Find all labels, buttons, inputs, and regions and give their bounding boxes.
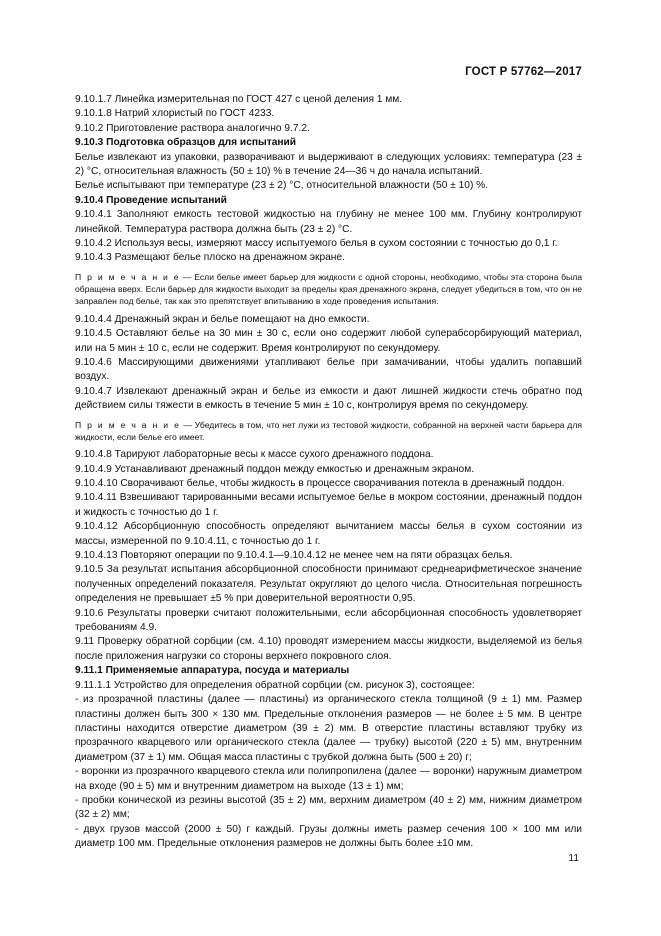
body-paragraph: 9.10.6 Результаты проверки считают положительными, если абсорбционная способность удовлетворяет требованиям 4.9.	[75, 607, 582, 634]
body-paragraph: 9.10.4.2 Используя весы, измеряют массу испытуемого белья в сухом состоянии с точностью до 0,1 г.	[75, 238, 558, 250]
body-paragraph: Белье испытывают при температуре (23 ± 2) °С, относительной влажности (50 ± 10) %.	[75, 180, 489, 192]
body-paragraph: 9.10.4.6 Массирующими движениями утапливают белье при замачивании, чтобы удалить попавший воздух.	[75, 356, 582, 383]
section-heading: 9.11.1 Применяемые аппаратура, посуда и материалы	[75, 665, 350, 677]
body-paragraph: 9.10.5 За результат испытания абсорбционной способности принимают среднеарифметическое значение полученных определений показателя. Результат округляют до целого числа. Относительная погрешность определения не превышает ±5 % при доверительной вероятности 0,95.	[75, 564, 582, 605]
body-paragraph: 9.10.4.10 Сворачивают белье, чтобы жидкость в процессе сворачивания потекла в дренажный поддон.	[75, 478, 565, 490]
body-paragraph: 9.10.4.4 Дренажный экран и белье помещают на дно емкости.	[75, 313, 370, 325]
page-number: 11	[568, 853, 579, 864]
body-paragraph: 9.10.1.8 Натрий хлористый по ГОСТ 4233.	[75, 108, 275, 120]
body-paragraph: 9.11 Проверку обратной сорбции (см. 4.10) проводят измерением массы жидкости, выделяемой из белья после приложения нагрузки со стороны верхнего покровного слоя.	[75, 636, 582, 662]
body-paragraph: 9.10.4.11 Взвешивают тарированными весами испытуемое белье в мокром состоянии, дренажный поддон и жидкость с точностью до 1 г.	[75, 492, 582, 518]
body-paragraph: 9.10.2 Приготовление раствора аналогично 9.7.2.	[75, 122, 310, 134]
section-heading: 9.10.3 Подготовка образцов для испытаний	[75, 137, 297, 149]
note-label: П р и м е ч а н и е	[75, 271, 181, 282]
running-header: ГОСТ Р 57762—2017	[465, 66, 582, 78]
body-paragraph: - из прозрачной пластины (далее — пластины) из органического стекла толщиной (9 ± 1) мм. Размер пластины должен быть 300 × 130 мм. Предельные отклонения размеров — не более ± 5 мм. В центре пластины находится отверстие диаметром (39 ± 2) мм. В отверстие пластины вставляют трубку из прозрачного кварцевого или органического стекла (далее — трубку) высотой (220 ± 5) мм, внутренним диаметром (37 ± 1) мм. Общая масса пластины с трубкой должна быть (500 ± 20) г;	[75, 694, 582, 763]
body-paragraph: 9.10.4.8 Тарируют лабораторные весы к массе сухого дренажного поддона.	[75, 449, 434, 461]
note-text: — Убедитесь в том, что нет лужи из тестовой жидкости, собранной на верхней части барьера для жидкости, если белье его имеет.	[75, 419, 582, 442]
body-paragraph: 9.10.4.12 Абсорбционную способность определяют вычитанием массы белья в сухом состоянии из массы, измеренной по 9.10.4.11, с точностью до 1 г.	[75, 521, 582, 547]
note-text: — Если белье имеет барьер для жидкости с одной стороны, необходимо, чтобы эта сторона была обращена вверх. Если барьер для жидкости выходит за пределы края дренажного экрана, следует убедиться в том, что он не заправлен под белье, так как это препятствует впитыванию в ходе проведения испытания.	[75, 271, 582, 307]
body-paragraph: 9.10.4.7 Извлекают дренажный экран и белье из емкости и дают лишней жидкости стечь обратно под действием силы тяжести в емкость в течение 5 мин ± 10 с, контролируя время по секундомеру.	[75, 385, 582, 412]
body-paragraph: 9.10.4.3 Размещают белье плоско на дренажном экране.	[75, 252, 345, 264]
body-paragraph: 9.10.4.13 Повторяют операции по 9.10.4.1—9.10.4.12 не менее чем на пяти образцах белья.	[75, 550, 513, 562]
note-paragraph	[75, 271, 582, 308]
body-paragraph: 9.11.1.1 Устройство для определения обратной сорбции (см. рисунок 3), состоящее:	[75, 679, 475, 691]
document-body	[75, 93, 582, 852]
body-paragraph: 9.10.4.5 Оставляют белье на 30 мин ± 30 с, если оно содержит любой суперабсорбирующий материал, или на 5 мин ± 10 с, если не содержит. Время контролируют по секундомеру.	[75, 328, 582, 354]
body-paragraph: 9.10.4.9 Устанавливают дренажный поддон между емкостью и дренажным экраном.	[75, 463, 475, 475]
body-paragraph: Белье извлекают из упаковки, разворачивают и выдерживают в следующих условиях: температура (23 ± 2) °С, относительная влажность (50 ± 10) % в течение 24—36 ч до начала испытаний.	[75, 151, 582, 178]
body-paragraph: - пробки конической из резины высотой (35 ± 2) мм, верхним диаметром (40 ± 2) мм, нижним диаметром (32 ± 2) мм;	[75, 794, 582, 821]
body-paragraph: 9.10.1.7 Линейка измерительная по ГОСТ 427 с ценой деления 1 мм.	[75, 94, 403, 105]
body-paragraph: 9.10.4.1 Заполняют емкость тестовой жидкостью на глубину не менее 100 мм. Глубину контролируют линейкой. Температура раствора должна быть (23 ± 2) °С.	[75, 209, 582, 235]
section-heading: 9.10.4 Проведение испытаний	[75, 194, 227, 206]
note-paragraph	[75, 419, 582, 444]
body-paragraph: - воронки из прозрачного кварцевого стекла или полипропилена (далее — воронки) наружным диаметром на входе (90 ± 5) мм и внутренним диаметром на выходе (13 ± 1) мм;	[75, 766, 582, 792]
note-label: П р и м е ч а н и е	[75, 419, 181, 430]
body-paragraph: - двух грузов массой (2000 ± 50) г каждый. Грузы должны иметь размер сечения 100 × 100 мм или диаметр 100 мм. Предельные отклонения размеров не должны быть более ±10 мм.	[75, 823, 582, 850]
